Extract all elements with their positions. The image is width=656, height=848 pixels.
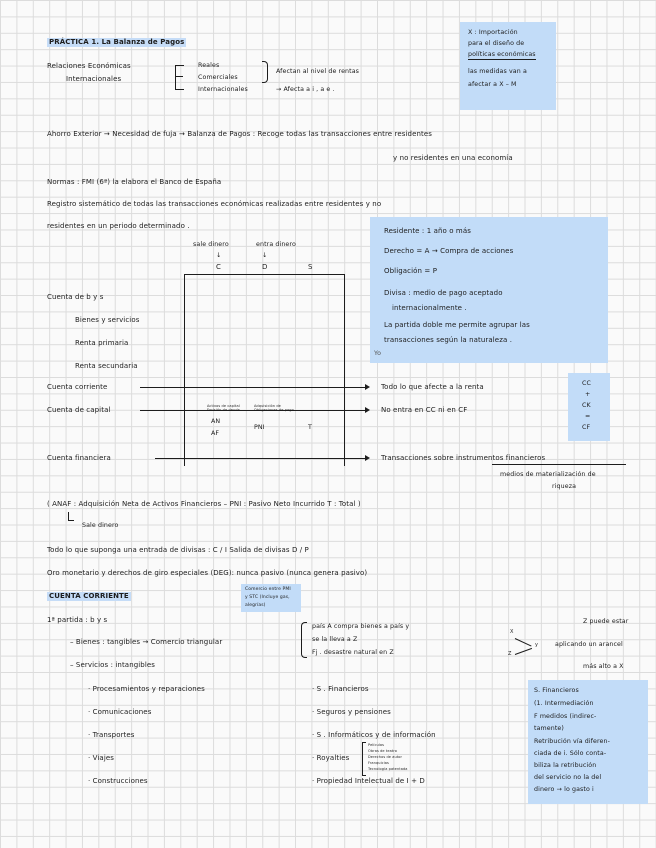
triangular-line: se la lleva a Z xyxy=(312,636,358,643)
note-line: CC xyxy=(582,380,591,387)
normas-line: Normas : FMI (6ª) la elabora el Banco de España xyxy=(47,178,222,186)
registro-line-2: residentes en un periodo determinado . xyxy=(47,222,190,230)
note-line: Retribución vía diferen- xyxy=(534,738,610,745)
note-line: Comercio entre PMI xyxy=(245,587,291,592)
registro-line-1: Registro sistemático de todas las transacciones económicas realizadas entre residentes y no xyxy=(47,200,382,208)
table-col-line xyxy=(344,274,345,466)
oro-line: Oro monetario y derechos de giro especiales (DEG): nunca pasivo (nunca genera pasivo) xyxy=(47,569,368,577)
row-cuenta-bys: Cuenta de b y s xyxy=(47,293,104,301)
serv-left-item: · Transportes xyxy=(88,731,135,739)
serv-left-item: · Comunicaciones xyxy=(88,708,152,716)
arrow-cf xyxy=(155,458,365,459)
page-title: PRÁCTICA 1. La Balanza de Pagos xyxy=(49,38,185,46)
ahorro-line-2: y no residentes en una economía xyxy=(393,154,513,162)
right-brace xyxy=(262,61,268,83)
note-line: internacionalmente . xyxy=(392,304,467,312)
hook-line xyxy=(68,512,69,520)
note-line: ciada de i. Sólo conta- xyxy=(534,750,607,757)
rel-item-comerciales: Comerciales xyxy=(198,74,238,81)
relaciones-label: Relaciones Económicas xyxy=(47,62,131,70)
cell-pni: PNI xyxy=(254,424,265,431)
arrow-right-icon xyxy=(365,407,370,413)
anaf-line: ( ANAF : Adquisición Neta de Activos Financieros – PNI : Pasivo Neto Incurrido T : Total ) xyxy=(47,500,361,508)
serv-left-item: · Procesamientos y reparaciones xyxy=(88,685,205,693)
tiny-label: Obligaciones de pago xyxy=(254,408,294,412)
row-renta-primaria: Renta primaria xyxy=(75,339,129,347)
servicios-line: – Servicios : intangibles xyxy=(70,661,156,669)
note-line: = xyxy=(585,413,591,420)
triangular-line: Fj . desastre natural en Z xyxy=(312,649,394,656)
arrow-down-icon: ↓ xyxy=(262,252,268,259)
relaciones-label-2: Internacionales xyxy=(66,75,122,83)
rel-item-internacionales: Internacionales xyxy=(198,86,248,93)
x-label: X xyxy=(510,629,514,635)
rel-effect-1: Afectan al nivel de rentas xyxy=(276,68,360,75)
col-c: C xyxy=(216,263,221,271)
serv-right-item: · S . Financieros xyxy=(312,685,369,693)
note-line: las medidas van a xyxy=(468,68,527,75)
note-line: CF xyxy=(582,424,591,431)
royalty-item: Tecnología patentada xyxy=(368,767,408,771)
royalty-item: Obras de teatro xyxy=(368,749,398,753)
note-line: dinero → lo gasto i xyxy=(534,786,594,793)
underline xyxy=(492,464,626,465)
right-note: Z puede estar xyxy=(583,618,629,625)
rel-item-reales: Reales xyxy=(198,62,220,69)
note-line: CK xyxy=(582,402,591,409)
note-line: políticas económicas xyxy=(468,51,536,58)
serv-right-item: · Seguros y pensiones xyxy=(312,708,391,716)
arrow-down-icon: ↓ xyxy=(216,252,222,259)
note-line: transacciones según la naturaleza . xyxy=(384,336,513,344)
row-cuenta-capital: Cuenta de capital xyxy=(47,406,111,414)
royalty-item: Películas xyxy=(368,743,385,747)
note-line: + xyxy=(585,391,591,398)
left-brace xyxy=(175,65,184,90)
note-line: Obligación = P xyxy=(384,267,438,275)
note-line: X : Importación xyxy=(468,29,518,36)
note-line: S. Financieros xyxy=(534,687,579,694)
table-top-line xyxy=(184,274,344,275)
left-brace xyxy=(362,742,366,776)
note-line: afectar a X – M xyxy=(468,81,517,88)
serv-right-item: · Propiedad Intelectual de I + D xyxy=(312,777,425,785)
note-line: tamente) xyxy=(534,725,564,732)
triangular-line: país A compra bienes a país y xyxy=(312,623,410,630)
col-sale-dinero: sale dinero xyxy=(193,241,229,248)
z-label: Z xyxy=(508,651,512,657)
note-cc: Todo lo que afecte a la renta xyxy=(381,383,484,391)
cell-t: T xyxy=(308,424,312,431)
arrow-cc xyxy=(140,387,365,388)
arrow-right-icon xyxy=(365,455,370,461)
row-cuenta-corriente: Cuenta corriente xyxy=(47,383,108,391)
note-line: (1. Intermediación xyxy=(534,700,594,707)
sale-dinero: Sale dinero xyxy=(82,522,119,529)
serv-left-item: · Viajes xyxy=(88,754,115,762)
note-line: Derecho = A → Compra de acciones xyxy=(384,247,514,255)
note-residente xyxy=(370,217,608,363)
tiny-label: Activos de capital xyxy=(207,404,240,408)
arrow-ck xyxy=(140,410,365,411)
section-cuenta-corriente: CUENTA CORRIENTE xyxy=(49,592,129,600)
right-note: más alto a X xyxy=(583,663,624,670)
col-s: S xyxy=(308,263,313,271)
note-line: La partida doble me permite agrupar las xyxy=(384,321,530,329)
row-bienes: Bienes y servicios xyxy=(75,316,140,324)
note-line: Divisa : medio de pago aceptado xyxy=(384,289,503,297)
left-brace xyxy=(301,622,307,658)
cell-an: AN xyxy=(211,418,221,425)
triangle-line xyxy=(515,648,532,655)
bienes-line: – Bienes : tangibles → Comercio triangular xyxy=(70,638,223,646)
note-line: Residente : 1 año o más xyxy=(384,227,471,235)
note-servicios-financieros xyxy=(528,680,648,804)
tiny-label: Emisión de deuda xyxy=(207,408,240,412)
col-entra-dinero: entra dinero xyxy=(256,241,296,248)
table-col-line xyxy=(184,274,185,466)
rel-effect-2: → Afecta a i , a e . xyxy=(276,86,335,93)
note-line: biliza la retribución xyxy=(534,762,597,769)
serv-right-item: · S . Informáticos y de información xyxy=(312,731,436,739)
arrow-right-icon xyxy=(365,384,370,390)
note-comercio xyxy=(241,584,301,612)
hook-line xyxy=(68,520,74,521)
row-renta-secundaria: Renta secundaria xyxy=(75,362,138,370)
note-ck: No entra en CC ni en CF xyxy=(381,406,468,414)
cell-af: AF xyxy=(211,430,220,437)
divisas-line: Todo lo que suponga una entrada de divisas : C / I Salida de divisas D / P xyxy=(47,546,309,554)
note-cf-2: medios de materialización de xyxy=(500,471,596,478)
note-line: y STC (Incluye gas, xyxy=(245,595,290,600)
note-footer: Yo xyxy=(374,350,382,357)
note-importacion xyxy=(460,22,556,110)
y-label: y xyxy=(535,642,539,648)
note-line: del servicio no la del xyxy=(534,774,602,781)
note-cc-eq xyxy=(568,373,610,441)
col-d: D xyxy=(262,263,268,271)
note-cf: Transacciones sobre instrumentos financieros xyxy=(381,454,546,462)
brace-mid xyxy=(175,76,183,77)
ahorro-line-1: Ahorro Exterior → Necesidad de fuja → Balanza de Pagos : Recoge todas las transacciones entre residentes xyxy=(47,130,433,138)
serv-right-item: · Royalties xyxy=(312,754,350,762)
note-line: alegrías) xyxy=(245,603,266,608)
tiny-label: Adquisición de xyxy=(254,404,281,408)
note-line: F medidos (indirec- xyxy=(534,713,597,720)
note-line: para el diseño de xyxy=(468,40,525,47)
note-cf-3: riqueza xyxy=(552,483,577,490)
primera-partida: 1ª partida : b y s xyxy=(47,616,108,624)
triangle-line xyxy=(515,638,532,647)
right-note: aplicando un arancel xyxy=(555,641,623,648)
royalty-item: Derechos de autor xyxy=(368,755,403,759)
royalty-item: Franquicias xyxy=(368,761,389,765)
serv-left-item: · Construcciones xyxy=(88,777,148,785)
row-cuenta-financiera: Cuenta financiera xyxy=(47,454,111,462)
